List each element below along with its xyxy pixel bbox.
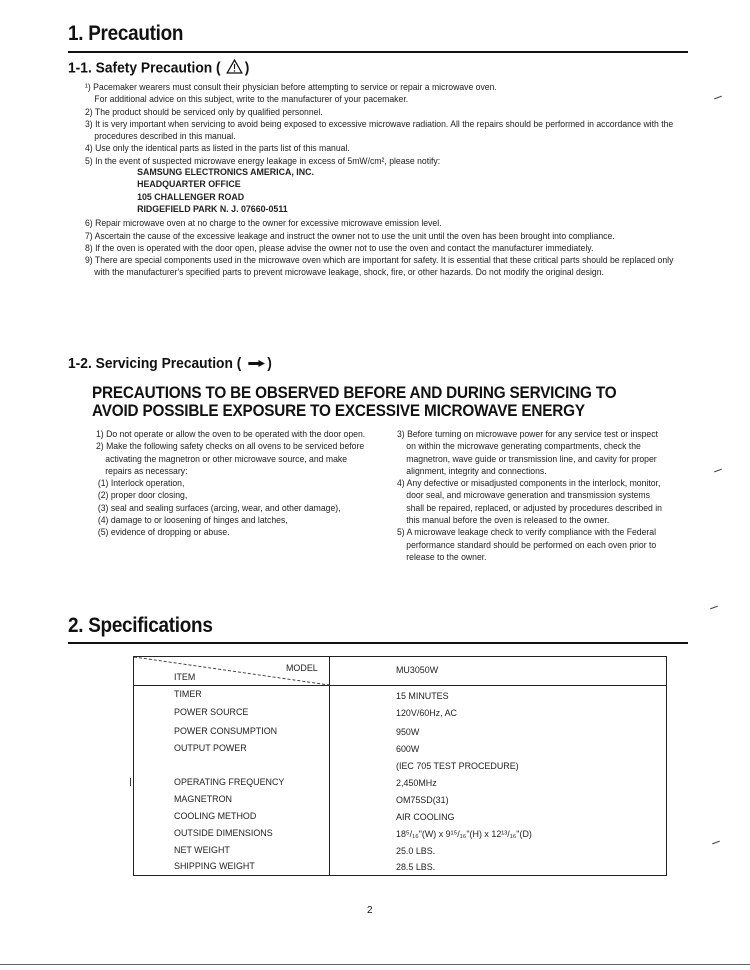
servicing-precaution-title: 1-2. Servicing Precaution (	[68, 355, 242, 372]
safety-item-6: 6) Repair microwave oven at no charge to the owner for excessive microwave emission level.	[85, 218, 442, 229]
safety-item-7: 7) Ascertain the cause of the excessive leakage and instruct the owner not to use the unit until the oven has been brought into compliance.	[85, 230, 615, 241]
specifications-table	[133, 656, 667, 876]
spec-item: NET WEIGHT	[174, 845, 230, 856]
check-item-2: (2) proper door closing,	[97, 490, 188, 501]
address-line-3: 105 CHALLENGER ROAD	[137, 191, 245, 203]
margin-mark	[714, 96, 722, 100]
address-line-2: HEADQUARTER OFFICE	[137, 179, 241, 191]
servicing-precaution-title-close: )	[267, 355, 272, 372]
address-line-4: RIDGEFIELD PARK N. J. 07660-0511	[137, 203, 288, 215]
spec-item: POWER CONSUMPTION	[174, 726, 278, 737]
safety-list	[85, 81, 685, 279]
title-rule	[68, 51, 688, 53]
spec-value: 28.5 LBS.	[396, 862, 436, 873]
banner-line-2: AVOID POSSIBLE EXPOSURE TO EXCESSIVE MICROWAVE ENERGY	[92, 401, 585, 420]
safety-precaution-heading	[68, 59, 249, 78]
safety-item-1: ¹) Pacemaker wearers must consult their physician before attempting to service or repair a microwave oven.	[85, 82, 497, 92]
margin-mark	[712, 841, 720, 845]
check-item-5: (5) evidence of dropping or abuse.	[97, 527, 230, 538]
specs-rule	[68, 642, 688, 644]
servicing-item-3: 3) Before turning on microwave power for any service test or inspect on within the microwave generating compartments, check the magnetron, wave guide or transmission line, and cavity for proper alignment, integrity and connections.	[397, 429, 658, 476]
page-number: 2	[367, 905, 373, 916]
safety-precaution-title: 1-1. Safety Precaution (	[68, 59, 221, 77]
spec-item: OPERATING FREQUENCY	[174, 777, 285, 788]
scan-edge	[0, 964, 750, 965]
safety-item-2: 2) The product should be serviced only by qualified personnel.	[85, 106, 323, 117]
table-column-divider	[329, 657, 330, 875]
model-value: MU3050W	[396, 665, 439, 676]
spec-value: OM75SD(31)	[396, 795, 449, 806]
spec-item: TIMER	[174, 689, 202, 700]
spec-value: 120V/60Hz, AC	[396, 708, 458, 719]
margin-mark	[710, 606, 718, 610]
spec-item: MAGNETRON	[174, 794, 232, 805]
servicing-precaution-heading	[68, 355, 272, 373]
section-title-specifications: 2. Specifications	[68, 614, 213, 637]
spec-item: POWER SOURCE	[174, 707, 249, 718]
header-model-label: MODEL	[286, 663, 318, 674]
servicing-item-1: 1) Do not operate or allow the oven to be operated with the door open.	[96, 429, 366, 439]
section-title-precaution: 1. Precaution	[68, 22, 184, 45]
safety-item-1b: For additional advice on this subject, write to the manufacturer of your pacemaker.	[94, 94, 409, 105]
safety-precaution-title-close: )	[244, 59, 250, 77]
servicing-left-column	[96, 428, 366, 539]
safety-item-8: 8) If the oven is operated with the door open, please advise the owner not to use the oven and contact the manufacturer immediately.	[85, 242, 594, 253]
spec-value: 15 MINUTES	[396, 691, 449, 702]
margin-mark	[714, 469, 722, 473]
servicing-right-column	[397, 428, 667, 563]
servicing-item-5: 5) A microwave leakage check to verify compliance with the Federal performance standard should be performed on each oven prior to release to the owner.	[397, 527, 657, 562]
servicing-item-2: 2) Make the following safety checks on all ovens to be serviced before activating the magnetron or other microwave source, and make repairs as necessary:	[96, 441, 365, 476]
spec-value: 2,450MHz	[396, 778, 437, 789]
address-line-1: SAMSUNG ELECTRONICS AMERICA, INC.	[137, 167, 314, 179]
spec-item: OUTPUT POWER	[174, 743, 247, 754]
margin-mark	[130, 778, 131, 786]
spec-item: COOLING METHOD	[174, 811, 257, 822]
safety-item-4: 4) Use only the identical parts as listed in the parts list of this manual.	[85, 143, 350, 154]
safety-item-9: 9) There are special components used in the microwave oven which are important for safety. It is essential that these critical parts should be replaced only with the manufacturer's specified parts to prevent microwave leakage, shock, fire, or other hazards. Do not modify the original design.	[85, 255, 674, 278]
servicing-item-4: 4) Any defective or misadjusted components in the interlock, monitor, door seal, and microwave generation and transmission systems shall be repaired, replaced, or adjusted by procedures described in this manual before the oven is released to the owner.	[397, 478, 663, 526]
safety-item-5: 5) In the event of suspected microwave energy leakage in excess of 5mW/cm², please notify:	[85, 155, 441, 166]
check-item-1: (1) Interlock operation,	[97, 478, 185, 489]
pointing-hand-icon	[247, 356, 265, 373]
spec-value: 950W	[396, 727, 420, 738]
header-item-label: ITEM	[174, 672, 196, 683]
spec-value: 25.0 LBS.	[396, 846, 436, 857]
check-item-4: (4) damage to or loosening of hinges and latches,	[97, 515, 288, 526]
spec-value: 600W	[396, 744, 420, 755]
spec-value: AIR COOLING	[396, 812, 455, 823]
servicing-banner	[92, 384, 616, 420]
safety-item-3: 3) It is very important when servicing to avoid being exposed to excessive microwave radiation. All the repairs should be performed in accordance with the procedures described in this manual.	[85, 118, 674, 142]
banner-line-1: PRECAUTIONS TO BE OBSERVED BEFORE AND DURING SERVICING TO	[92, 383, 617, 402]
spec-item: SHIPPING WEIGHT	[174, 861, 255, 872]
check-item-3: (3) seal and sealing surfaces (arcing, wear, and other damage),	[97, 502, 341, 513]
spec-value: (IEC 705 TEST PROCEDURE)	[396, 761, 519, 772]
spec-item: OUTSIDE DIMENSIONS	[174, 828, 273, 839]
warning-triangle-icon	[226, 59, 243, 78]
spec-value: 18⁵/₁₆"(W) x 9¹⁵/₁₆"(H) x 12¹³/₁₆"(D)	[396, 829, 532, 840]
